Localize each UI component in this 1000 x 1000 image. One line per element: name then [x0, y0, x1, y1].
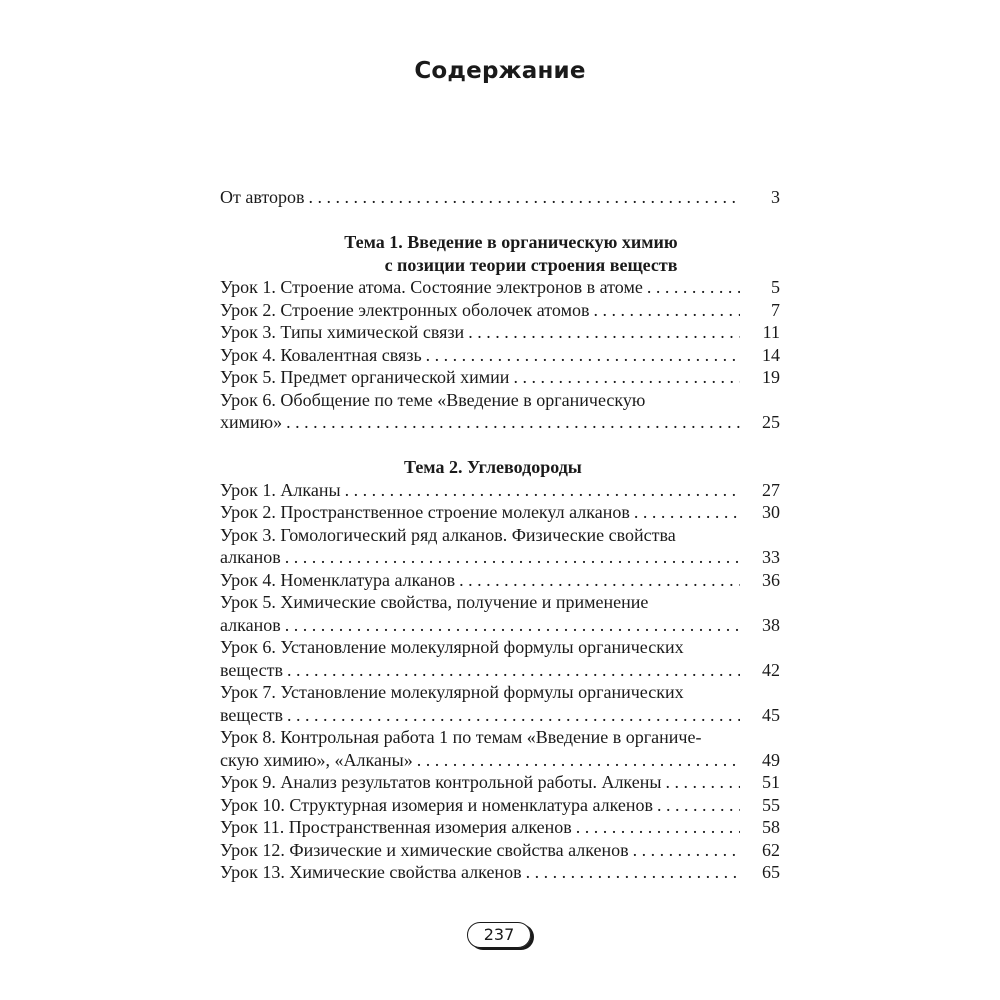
toc-page-number: 27	[762, 479, 780, 500]
dot-leader	[345, 479, 740, 502]
toc-page-number: 33	[762, 547, 780, 567]
dot-leader	[593, 299, 740, 322]
toc-entry-text-line2: веществ	[220, 704, 284, 725]
topic-1-heading	[220, 231, 780, 276]
toc-page-number: 36	[762, 569, 780, 590]
toc-entry	[220, 659, 780, 682]
toc-entry-text-line2: алканов	[220, 614, 281, 635]
toc-entry-text: Урок 4. Ковалентная связь	[220, 344, 422, 365]
dot-leader	[285, 546, 740, 569]
page-title: Содержание	[414, 58, 586, 84]
dot-leader	[309, 186, 740, 209]
toc-entry	[220, 771, 780, 794]
toc-entry-intro	[220, 186, 780, 209]
table-of-contents	[220, 186, 780, 884]
toc-entry	[220, 366, 780, 389]
dot-leader	[633, 839, 740, 862]
toc-entry-text-line1: Урок 6. Установление молекулярной формулы органических	[220, 637, 684, 657]
toc-entry-text: Урок 13. Химические свойства алкенов	[220, 862, 522, 882]
toc-entry	[220, 794, 780, 817]
toc-entry-text: Урок 1. Строение атома. Состояние электронов в атоме	[220, 277, 643, 297]
toc-entry	[220, 546, 780, 569]
toc-entry-text-line1: Урок 3. Гомологический ряд алканов. Физические свойства	[220, 524, 676, 545]
toc-page-number: 62	[762, 839, 780, 860]
toc-entry-text: От авторов	[220, 187, 305, 207]
topic-1-heading-line2: с позиции теории строения веществ	[384, 254, 678, 275]
dot-leader	[647, 276, 740, 299]
toc-entry-text: Урок 10. Структурная изомерия и номенклатура алкенов	[220, 794, 654, 815]
toc-entry-text: Урок 2. Строение электронных оболочек атомов	[220, 299, 590, 320]
toc-entry-text-line1: Урок 7. Установление молекулярной формулы органических	[220, 682, 684, 702]
toc-entry-text-line2: скую химию», «Алканы»	[220, 749, 413, 770]
toc-page-number: 7	[771, 299, 780, 320]
toc-page-number: 42	[762, 659, 780, 680]
toc-entry-text: Урок 2. Пространственное строение молекул алканов	[220, 502, 630, 522]
toc-page-number: 19	[762, 367, 780, 387]
toc-entry	[220, 411, 780, 434]
toc-entry-text-line2: алканов	[220, 547, 281, 567]
toc-page-number: 25	[762, 412, 780, 432]
toc-entry-text: Урок 4. Номенклатура алканов	[220, 569, 456, 590]
dot-leader	[657, 794, 740, 817]
dot-leader	[287, 659, 740, 682]
toc-entry	[220, 276, 780, 299]
toc-page-number: 65	[762, 862, 780, 882]
toc-entry-text-line1: Урок 8. Контрольная работа 1 по темам «Введение в органиче-	[220, 727, 702, 747]
dot-leader	[285, 614, 740, 637]
dot-leader	[576, 816, 740, 839]
toc-page-number: 58	[762, 817, 780, 837]
toc-entry-text-line1: Урок 5. Химические свойства, получение и применение	[220, 592, 649, 612]
toc-entry	[220, 749, 780, 772]
toc-page-number: 51	[762, 772, 780, 792]
toc-page-number: 38	[762, 614, 780, 635]
toc-page-number: 11	[762, 322, 780, 342]
toc-entry-text: Урок 11. Пространственная изомерия алкенов	[220, 817, 572, 837]
toc-page-number: 49	[762, 749, 780, 770]
toc-page-number: 45	[762, 704, 780, 725]
toc-entry	[220, 839, 780, 862]
toc-entry	[220, 299, 780, 322]
toc-entry	[220, 501, 780, 524]
toc-page-number: 55	[762, 794, 780, 815]
dot-leader	[634, 501, 740, 524]
dot-leader	[426, 344, 740, 367]
topic-1-heading-line1: Тема 1. Введение в органическую химию	[344, 232, 678, 252]
toc-entry-text-line2: веществ	[220, 659, 284, 680]
toc-page-number: 5	[771, 277, 780, 297]
toc-entry	[220, 344, 780, 367]
dot-leader	[468, 321, 740, 344]
toc-entry-text: Урок 3. Типы химической связи	[220, 322, 465, 342]
toc-entry	[220, 569, 780, 592]
toc-entry-text: Урок 9. Анализ результатов контрольной работы. Алкены	[220, 772, 662, 792]
toc-entry	[220, 614, 780, 637]
toc-page-number: 3	[771, 187, 780, 207]
toc-page-number: 14	[762, 344, 780, 365]
toc-entry	[220, 704, 780, 727]
dot-leader	[287, 704, 740, 727]
dot-leader	[286, 411, 740, 434]
toc-entry-text: Урок 1. Алканы	[220, 479, 341, 500]
dot-leader	[526, 861, 740, 884]
toc-entry	[220, 861, 780, 884]
toc-page-number: 30	[762, 502, 780, 522]
toc-entry-text-line2: химию»	[220, 412, 283, 432]
toc-entry-text: Урок 5. Предмет органической химии	[220, 367, 510, 387]
dot-leader	[513, 366, 740, 389]
dot-leader	[665, 771, 740, 794]
toc-entry	[220, 816, 780, 839]
topic-2-heading: Тема 2. Углеводороды	[404, 457, 582, 477]
dot-leader	[417, 749, 740, 772]
toc-entry	[220, 479, 780, 502]
toc-entry-text-line1: Урок 6. Обобщение по теме «Введение в органическую	[220, 389, 646, 410]
toc-entry-text: Урок 12. Физические и химические свойства алкенов	[220, 839, 629, 860]
dot-leader	[459, 569, 740, 592]
toc-entry	[220, 321, 780, 344]
page-number-badge: 237	[467, 922, 531, 948]
